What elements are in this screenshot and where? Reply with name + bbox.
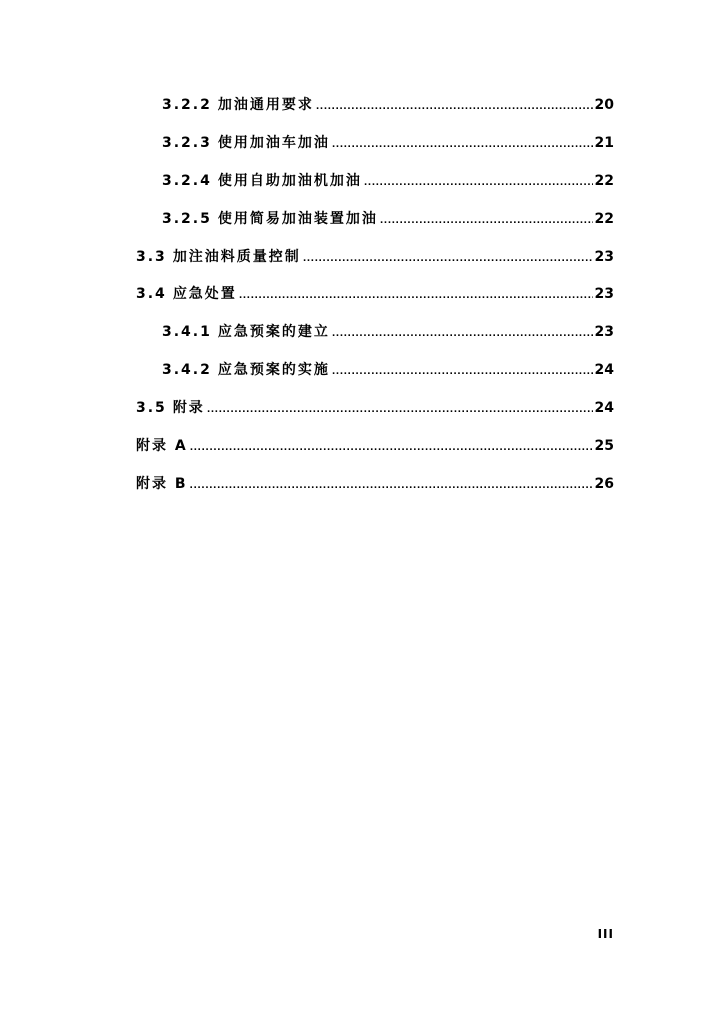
- toc-entry-number: 3.3: [136, 248, 167, 265]
- table-of-contents: [136, 94, 614, 511]
- toc-entry-page: 22: [594, 210, 614, 227]
- toc-entry-text: 应急预案的建立: [217, 324, 330, 341]
- toc-entry-text: 使用简易加油装置加油: [217, 210, 378, 227]
- toc-entry-page: 25: [594, 438, 614, 455]
- toc-entry-number: 3.2.2: [162, 97, 212, 113]
- toc-dot-leader: [380, 210, 593, 232]
- toc-entry-title: [136, 246, 301, 268]
- toc-entry-text: 附录: [172, 400, 205, 417]
- toc-entry-text: 加注油料质量控制: [172, 248, 301, 265]
- toc-entry-title: [136, 435, 188, 457]
- toc-entry-3-2-5[interactable]: [136, 208, 614, 246]
- toc-dot-leader: [190, 475, 593, 497]
- toc-entry-number: 3.2.3: [162, 134, 212, 151]
- toc-dot-leader: [239, 285, 593, 307]
- toc-entry-text: 加油通用要求: [217, 97, 314, 113]
- toc-dot-leader: [190, 437, 593, 459]
- toc-entry-3-5[interactable]: [136, 397, 614, 435]
- toc-dot-leader: [364, 172, 593, 194]
- toc-entry-text: 使用自助加油机加油: [217, 172, 362, 189]
- toc-entry-3-2-2[interactable]: [136, 94, 614, 132]
- toc-dot-leader: [207, 399, 593, 421]
- toc-entry-number: 3.5: [136, 400, 167, 417]
- toc-entry-appendix-a[interactable]: [136, 435, 614, 473]
- toc-dot-leader: [332, 134, 593, 156]
- toc-entry-3-3[interactable]: [136, 246, 614, 284]
- toc-entry-3-4-1[interactable]: [136, 321, 614, 359]
- toc-entry-page: 21: [594, 134, 614, 151]
- toc-entry-3-2-4[interactable]: [136, 170, 614, 208]
- toc-entry-title: [162, 208, 378, 230]
- toc-entry-text: 应急预案的实施: [217, 362, 330, 379]
- toc-entry-text: 应急处置: [172, 286, 237, 303]
- toc-entry-text: 附录 A: [136, 438, 188, 455]
- toc-entry-3-4-2[interactable]: [136, 359, 614, 397]
- toc-entry-page: 23: [594, 248, 614, 265]
- toc-dot-leader: [332, 323, 593, 345]
- toc-entry-3-2-3[interactable]: [136, 132, 614, 170]
- toc-entry-title: [162, 132, 330, 154]
- toc-entry-title: [136, 473, 188, 495]
- toc-entry-number: 3.4: [136, 286, 167, 303]
- toc-entry-page: 20: [594, 97, 614, 113]
- toc-entry-number: 3.4.2: [162, 362, 212, 379]
- toc-entry-title: [136, 283, 237, 305]
- toc-dot-leader: [332, 361, 593, 383]
- toc-entry-number: 3.2.4: [162, 172, 212, 189]
- toc-entry-page: 24: [594, 362, 614, 379]
- toc-entry-text: 使用加油车加油: [217, 134, 330, 151]
- toc-entry-title: [162, 94, 314, 116]
- page-number: III: [597, 927, 614, 941]
- toc-entry-page: 22: [594, 172, 614, 189]
- toc-entry-title: [136, 397, 205, 419]
- toc-entry-number: 3.4.1: [162, 324, 212, 341]
- toc-entry-title: [162, 170, 362, 192]
- toc-entry-page: 26: [594, 475, 614, 492]
- toc-entry-title: [162, 321, 330, 343]
- toc-entry-number: 3.2.5: [162, 210, 212, 227]
- toc-entry-appendix-b[interactable]: [136, 473, 614, 511]
- toc-entry-page: 24: [594, 400, 614, 417]
- toc-entry-page: 23: [594, 324, 614, 341]
- toc-entry-text: 附录 B: [136, 475, 188, 492]
- toc-dot-leader: [316, 96, 593, 118]
- toc-entry-title: [162, 359, 330, 381]
- toc-dot-leader: [303, 248, 593, 270]
- toc-entry-3-4[interactable]: [136, 283, 614, 321]
- toc-entry-page: 23: [594, 286, 614, 303]
